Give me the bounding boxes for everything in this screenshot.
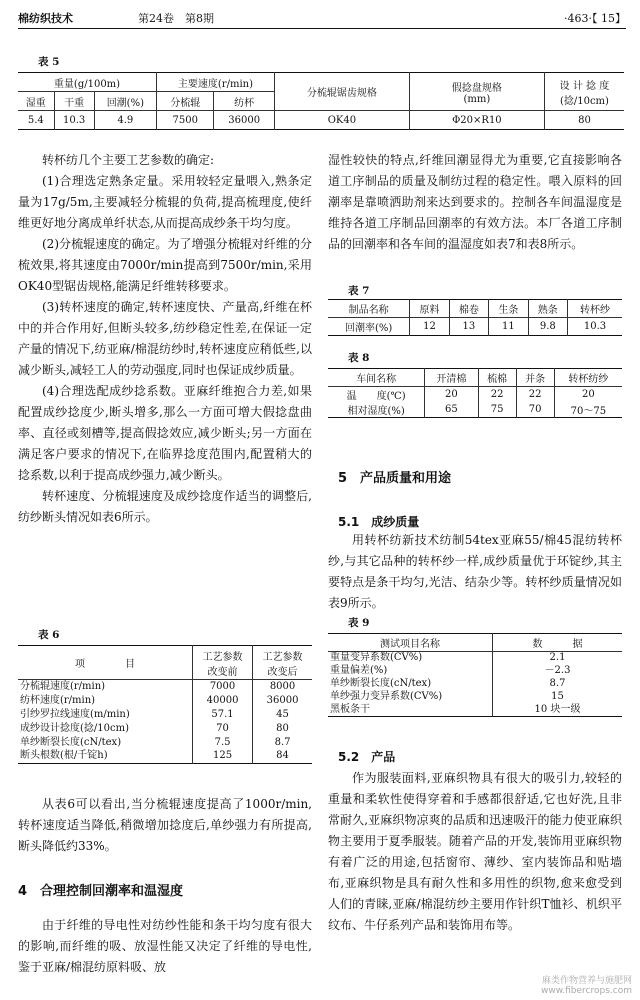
t9-value: 10 块一级 <box>534 703 581 715</box>
t5-sub: 回潮(%) <box>94 92 156 111</box>
t9-value: 15 <box>551 691 564 702</box>
t6-row <box>18 680 312 694</box>
t6-row <box>18 736 312 750</box>
t8-header: 车间名称 <box>328 369 425 387</box>
t5-col-twister: 假捻盘规格 (mm) <box>409 73 544 111</box>
t9-row <box>328 678 622 691</box>
t9-h-item: 测试项目名称 <box>328 634 493 652</box>
t6-row <box>18 694 312 708</box>
paragraph: 用转杯纺新技术纺制54tex亚麻55/棉45混纺转杯纱,与其它品种的转杯纱一样,成纱质量优于环锭纱,其主要特点是条干均匀,光洁、结杂少等。转杯纱质量情况如表9所示。 <box>328 533 622 610</box>
section-5-2-heading: 5.2 产品 <box>338 750 396 764</box>
t7-header: 熟条 <box>528 300 567 318</box>
paragraph: 作为服装面料,亚麻织物具有很大的吸引力,较轻的重量和柔软性使得穿着和手感都很舒适,它也好洗,且非常耐久,亚麻织物凉爽的品质和迅速吸汗的能力使亚麻织物主要用于夏季服装。随着产品的开发,装饰用亚麻织物有着广泛的用途,包括窗帘、薄纱、室内装饰品和贴墙布,亚麻织物是具有耐久性和多用性的织物,愈来愈受到人们的青睐,亚麻/棉混纺纱主要用作针织T恤衫、机织平纹布、牛仔系列产品和装饰用布等。 <box>328 771 622 932</box>
t8-cell: 20 <box>581 389 595 400</box>
t6-value: 70 <box>193 722 253 736</box>
t9-label: 单纱断裂长度(cN/tex) <box>328 678 493 691</box>
t7-cell: 10.3 <box>583 321 607 332</box>
t9-row <box>328 665 622 678</box>
paragraph: (2)分梳辊速度的确定。为了增强分梳辊对纤维的分梳效果,将其速度由7000r/min提高到7500r/min,采用OK40型锯齿规格,能满足纤维转移要求。 <box>18 237 312 293</box>
table6-caption: 表 6 <box>38 629 60 641</box>
t6-value: 7.5 <box>193 736 253 750</box>
table7-caption: 表 7 <box>348 285 370 297</box>
t7-cell: 11 <box>489 318 528 336</box>
t7-header: 生条 <box>489 300 528 318</box>
t9-h-val: 数 据 <box>532 639 583 650</box>
t5-col-card: 分梳辊锯齿规格 <box>274 73 409 111</box>
right-column <box>328 150 622 255</box>
t6-value: 125 <box>193 750 253 764</box>
t7-header: 原料 <box>410 300 449 318</box>
t7-header: 制品名称 <box>328 300 410 318</box>
t5-cell: 36000 <box>214 111 274 130</box>
t7-cell: 13 <box>449 318 488 336</box>
table7 <box>328 299 622 336</box>
left-column-c <box>18 915 312 978</box>
t8-cell: 相对湿度(%) <box>328 402 425 418</box>
right-column-b <box>328 530 622 614</box>
t6-value: 57.1 <box>193 708 253 722</box>
t6-row <box>18 722 312 736</box>
t9-label: 黑板条干 <box>328 704 493 717</box>
t6-h-before: 工艺参数 改变前 <box>193 646 253 680</box>
t6-value: 80 <box>276 722 289 734</box>
section-4-heading: 4 合理控制回潮率和温湿度 <box>18 884 184 899</box>
t5-cell: 5.4 <box>18 111 54 130</box>
t5-cell: 10.3 <box>54 111 94 130</box>
paragraph: 转杯速度、分梳辊速度及成纱捻度作适当的调整后,纺纱断头情况如表6所示。 <box>18 489 312 524</box>
t9-label: 单纱强力变异系数(CV%) <box>328 691 493 704</box>
table6 <box>18 645 312 764</box>
t6-h-item: 项 目 <box>18 646 193 680</box>
volume-info: 第24卷 第8期 <box>138 12 214 25</box>
t6-value: 84 <box>276 750 289 762</box>
t5-group-weight: 重量(g/100m) <box>18 73 157 92</box>
t8-header: 并条 <box>516 369 554 387</box>
t6-row <box>18 750 312 764</box>
t6-value: 36000 <box>266 694 299 706</box>
left-column <box>18 150 312 528</box>
t5-cell: 80 <box>578 114 591 126</box>
paragraph: (4)合理选配成纱捻系数。亚麻纤维抱合力差,如果配置成纱捻度少,断头增多,那么一方面可增大假捻盘曲率、直径或刻槽等,提高假捻效应,减少断头;另一方面在满足客户要求的情况下,在临界捻度范围内,配置稍大的捻系数,以利于提高成纱强力,减少断头。 <box>18 384 312 482</box>
t6-label: 成纱设计捻度(捻/10cm) <box>18 722 193 736</box>
t8-header: 转杯纺纱 <box>568 374 609 385</box>
t5-sub: 干重 <box>54 92 94 111</box>
t8-cell: 65 <box>425 402 478 418</box>
watermark: 麻类作物营养与施肥网 www.fibercrops.com <box>541 976 632 996</box>
t9-label: 重量变异系数(CV%) <box>328 652 493 665</box>
t5-col-twist: 设 计 捻 度 (捻/10cm) <box>559 80 610 107</box>
t9-value: －2.3 <box>544 665 571 676</box>
t6-value: 8000 <box>269 680 296 692</box>
t7-header: 棉卷 <box>449 300 488 318</box>
t9-value: 8.7 <box>549 678 566 689</box>
section-5-heading: 5 产品质量和用途 <box>338 471 452 486</box>
t7-header: 转杯纱 <box>580 305 610 316</box>
paragraph: 从表6可以看出,当分梳辊速度提高了1000r/min,转杯速度适当降低,稍微增加捻度后,单纱强力有所提高,断头降低约33%。 <box>18 797 312 853</box>
table5-caption: 表 5 <box>38 56 60 68</box>
page-number: ·463·【 15】 <box>564 12 626 25</box>
t6-value: 7000 <box>193 680 253 694</box>
t8-cell: 温 度(℃) <box>328 387 425 403</box>
t5-sub: 纺杯 <box>214 92 274 111</box>
table8-caption: 表 8 <box>348 352 370 364</box>
t5-group-speed: 主要速度(r/min) <box>157 73 275 92</box>
t6-value: 45 <box>276 708 289 720</box>
table9 <box>328 633 622 717</box>
page-header <box>18 8 626 29</box>
table5 <box>18 72 624 130</box>
t7-cell: 9.8 <box>528 318 567 336</box>
paragraph: 由于纤维的导电性对纺纱性能和条干均匀度有很大的影响,而纤维的吸、放湿性能又决定了纤维的导电性,鉴于亚麻/棉混纺原料吸、放 <box>18 918 312 974</box>
t8-cell: 70 <box>516 402 554 418</box>
table9-caption: 表 9 <box>348 617 370 629</box>
t5-cell: Φ20×R10 <box>409 111 544 130</box>
paragraph: (1)合理选定熟条定量。采用较轻定量喂入,熟条定量为17g/5m,主要减轻分梳辊的负荷,提高梳理度,使纤维更好地分离成单纤状态,从而提高成纱条干均匀度。 <box>18 174 312 230</box>
t8-header: 梳棉 <box>478 369 516 387</box>
paragraph: (3)转杯速度的确定,转杯速度快、产量高,纤维在杯中的并合作用好,但断头较多,纺纱稳定性差,在保证一定产量的情况下,纺亚麻/棉混纺纱时,转杯速度应稍低些,以减少断头,减轻工人的劳动强度,同时也保证成纱质量。 <box>18 300 312 377</box>
journal-name: 棉纺织技术 <box>18 12 73 25</box>
t8-cell: 70～75 <box>570 406 607 417</box>
t6-label: 断头根数(根/千锭h) <box>18 750 193 764</box>
t6-row <box>18 708 312 722</box>
t9-row <box>328 704 622 717</box>
t8-cell: 22 <box>478 387 516 403</box>
t5-cell: 4.9 <box>94 111 156 130</box>
t8-cell: 75 <box>478 402 516 418</box>
table8 <box>328 368 622 418</box>
t7-cell: 12 <box>410 318 449 336</box>
t6-h-after: 工艺参数 改变后 <box>262 651 303 678</box>
t6-value: 8.7 <box>274 736 291 748</box>
t6-value: 40000 <box>193 694 253 708</box>
paragraph: 湿性较快的特点,纤维回潮显得尤为重要,它直接影响各道工序制品的质量及制纺过程的稳定性。喂入原料的回潮率是靠喷洒助剂来达到要求的。控制各车间温湿度是维持各道工序制品回潮率的有效方法。本厂各道工序制品的回潮率和各车间的温湿度如表7和表8所示。 <box>328 153 622 251</box>
t6-label: 引纱罗拉线速度(m/min) <box>18 708 193 722</box>
t6-label: 纺杯速度(r/min) <box>18 694 193 708</box>
t8-header: 开清棉 <box>425 369 478 387</box>
t5-cell: OK40 <box>274 111 409 130</box>
t6-label: 分梳辊速度(r/min) <box>18 680 193 694</box>
t8-cell: 22 <box>516 387 554 403</box>
t7-cell: 回潮率(%) <box>328 318 410 336</box>
section-5-1-heading: 5.1 成纱质量 <box>338 515 420 529</box>
t8-cell: 20 <box>425 387 478 403</box>
t5-sub: 湿重 <box>18 92 54 111</box>
t9-row <box>328 691 622 704</box>
t5-sub: 分梳辊 <box>157 92 214 111</box>
paragraph: 转杯纺几个主要工艺参数的确定: <box>42 153 215 167</box>
right-column-c <box>328 768 622 936</box>
t5-cell: 7500 <box>157 111 214 130</box>
t6-label: 单纱断裂长度(cN/tex) <box>18 736 193 750</box>
t9-value: 2.1 <box>549 652 566 664</box>
t9-row <box>328 652 622 665</box>
t9-label: 重量偏差(%) <box>328 665 493 678</box>
left-column-b <box>18 794 312 857</box>
